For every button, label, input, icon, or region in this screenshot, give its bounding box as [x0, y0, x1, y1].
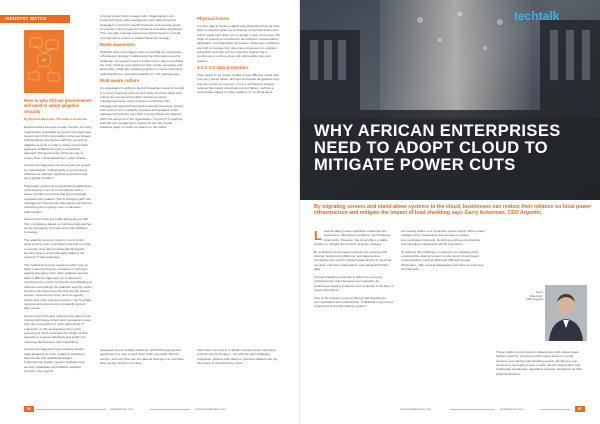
article-byline: By Richard Berkman, VP analyst at Gartner [24, 116, 88, 121]
footer-rule [540, 409, 570, 410]
techtalk-logo [510, 6, 570, 26]
footer-rule [36, 409, 106, 410]
paragraph: The traditional security measures often rely on static protocols that are not always in harmony against emerging cyber risks. Adaptive security takes a different approach by continuously monitoring the system for threats and adapting its defences accordingly. An adaptive security model includes risk-based security and not just protect access. Government CIOs, such as agents, clients and cyber-physical systems, can leverage dynamic and connected to constantly protect their assets. [24, 262, 92, 311]
paragraph: password across multiple platforms, with 53% keeping their password on a note or their desk, 31% use public Wi-Fi to access, and only 34% use the data as strangers on commute. More clearly needs to be done. [100, 348, 185, 366]
page-number: 67 [575, 406, 585, 412]
paragraph: To address this challenge, companies are migrating their email and file-sharing systems to the cloud. Cloud-based email solutions, such as Microsoft 365 and Google Workspace, offer several advantages over their on-premises counterparts. [401, 249, 484, 272]
drop-cap: L [314, 228, 322, 243]
subheading-risk-culture: Risk-aware culture [100, 78, 140, 84]
subheading-physical-traces: Physical traces [197, 16, 229, 21]
paragraph: to better protect and manage risks. Organisations can implement future data management and data protection strategies to suit their specific business and security needs, as well as improve business resilience and data compliance. They can also manage and secure hybrid teams in a cloud environment to ensure a resilient business strategy. [100, 14, 183, 40]
paragraph: Highlight where the biggest risks lie and flag the importance of behaviour change in addressing the information security challenge. Companies have a critical role to play in providing the tools, training, and support to help people recognise and avoid risks, while also updating policies to ensure maximum understanding in, and accountability for, risk management. [100, 50, 184, 76]
paragraph: Information security in a rapidly evolving cloud computing environment is complex – but with the right strategies, processes, policies and partners, business leaders can get the peace of mind that they need. [197, 348, 278, 366]
paragraph: Historically, government organisations addressed cybersecurity in terms of compliance with a series of written protocols that are periodically reviewed and updated. This is changing with risk management frameworks that require continuous monitoring and ongoing, even continuous authorisation. [24, 183, 92, 214]
footer-rule [150, 409, 190, 410]
title-line: NEED TO ADOPT CLOUD TO [314, 139, 549, 158]
section-tag: INDUSTRY WATCH [0, 15, 70, 23]
paragraph: oad shedding poses significant challenges for businesses, disrupting operations, and hindering productivity. However, the cloud offers a viable solution to mitigate the impacts of power outages. [314, 229, 391, 247]
paragraph: These platforms are hosted in datacentres with robust power backup systems, ensuring uninterrupted access to email services even during load shedding events. Employees can continue to send and receive emails, access shared files, and collaborate seamlessly, regardless of power disruptions at their physical locations. [496, 350, 583, 376]
paragraph: Data breaches become a major concern for every organisation, especially for government agencies. Government CIOs must adapt to the new threats and familiarise themselves with the concept of adaptive security in order to better protect their agencies. Adaptive security is a powerful approach that government CIOs can use to protect their critical assets from cyber threats. [24, 125, 92, 160]
footer-site[interactable]: intelligentcio.com [110, 406, 134, 411]
footer-rule [450, 409, 495, 410]
right-column-3 [496, 350, 584, 379]
left-column-3 [197, 14, 282, 98]
paragraph: The adaptive security model is one in which cybersecurity tools, techniques and talent merge to operate more like an automatic biological immune system and continually adapt to the evolving IT risk landscape. [24, 237, 91, 260]
paragraph: Government agencies are among the top targets for cyberattacks. Critical tasks on government initiatives at national, regional, and local levels are a global condition. [24, 163, 91, 181]
page-number: 66 [24, 406, 34, 412]
left-column-2 [100, 14, 185, 133]
paragraph: As load shedding continues to affect the economy, embracing the cloud becomes an imperative for businesses seeking resilience and continuity in the face of power disruptions. [314, 274, 394, 292]
paragraph: It is also vital to create a digital and physical archive for data. Take a robust programme to dispose of physical documents and IT equipment when it is no longer in use, and ensure full chain of custody is recorded for all collection, transportation, digitisation, and disposition processes. Make sure workflows are built to manage risk, determine processes for endpoint encryption and then put in a retention regime that is continuous to enforce clear and enforceable rules and policies. [197, 23, 281, 63]
paragraph: Government agencies face evolving threats, rapid advances in tools, updated compliance frameworks and updated strategies. Cybersecurity leaders need to evaluate their security capabilities and whether adaptive security is the right fit. [24, 347, 86, 374]
left-column-1 [24, 98, 92, 377]
footer-url[interactable]: www.intelligentcio.com [195, 406, 227, 411]
footer-url[interactable]: www.intelligentcio.com [400, 406, 432, 411]
footer-site[interactable]: intelligentcio.com [500, 406, 524, 411]
title-line: WHY AFRICAN ENTERPRISES [314, 122, 561, 140]
title-line: MITIGATE POWER CUTS [314, 156, 516, 175]
paragraph: That means IT as copies of data on two different media with one copy stored offsite, and one immutable air-gapped copy, and zero errors on recovery. A 3-2-1-1-0 backup strategy reduces the impact of a single point of failure, such as a ransomware attack or cyber incident, on a critical asset. [197, 72, 280, 95]
logo-text: techtalk [514, 9, 560, 23]
subheading-raise-awareness: Raise awareness [100, 42, 136, 48]
security-illustration [24, 30, 64, 93]
standfirst: By migrating servers and stand-alone systems to the cloud, businesses can reduce their reliance on local power infrastructure and mitigate the impact of load shedding says Garry Ackerman, CEO Argentic. [314, 204, 592, 217]
right-footer [300, 406, 600, 413]
left-bottom-3 [197, 348, 282, 368]
paragraph: Government CIOs and cybersecurity teams must pursue technology refresh and renewal at a pace that may exceed that of other parts of the IT enterprise. In this accelerated cyber cycle, government CIOs must take the results of their capacity to execute effectively and justify it to maximise the business and understand. [24, 313, 92, 344]
paragraph: One of the primary concerns during load shedding is communication and collaboration. Traditional on-premises email servers and file-sharing systems [314, 295, 394, 309]
paragraph: An organisation's ability to fend off breaches needs to be built in to every business process and policy. And that starts with putting the secure and resilient mindset at senior management level, and a long-term enterprise risk-management approach aimed at ensuring processes, people, and systems are constantly reviewed and updated. A risk management journey must also ensure policies are aligned with how everyone in the organisation, not just IT, is working, and that risk management policies tie into the overall business goals, to build compliance to the fullest. [100, 86, 185, 130]
subheading-data-protection: 3-2-1-1-0 data protection [197, 65, 248, 71]
right-page [300, 0, 600, 424]
paragraph: Government CIOs are today attempting to shift from compliance-based to risk-based approaches as the complexity of threats and vulnerabilities increases. [24, 217, 92, 235]
article-title [314, 123, 584, 175]
article-headline: Here is why African governments will need to adopt adaptive security [24, 98, 92, 114]
author-photo [545, 285, 587, 341]
left-bottom-2 [100, 348, 185, 368]
right-column-1 [314, 229, 394, 312]
author-caption: Garry Ackerman, CEO Argentic [526, 290, 543, 302]
right-column-2 [401, 229, 486, 275]
left-footer [0, 406, 300, 413]
paragraph: By embracing cloud-based solutions for email and file sharing, productivity platforms, and data centres, companies can ensure uninterrupted access to essential services, enhance collaboration, and safeguard critical data. [314, 249, 392, 272]
paragraph: are heavily reliant on a consistent power supply. When power outages occur, businesses face an area to critical communication channels, hindering employee productivity and impeding collaborative efforts and teams. [401, 229, 485, 247]
